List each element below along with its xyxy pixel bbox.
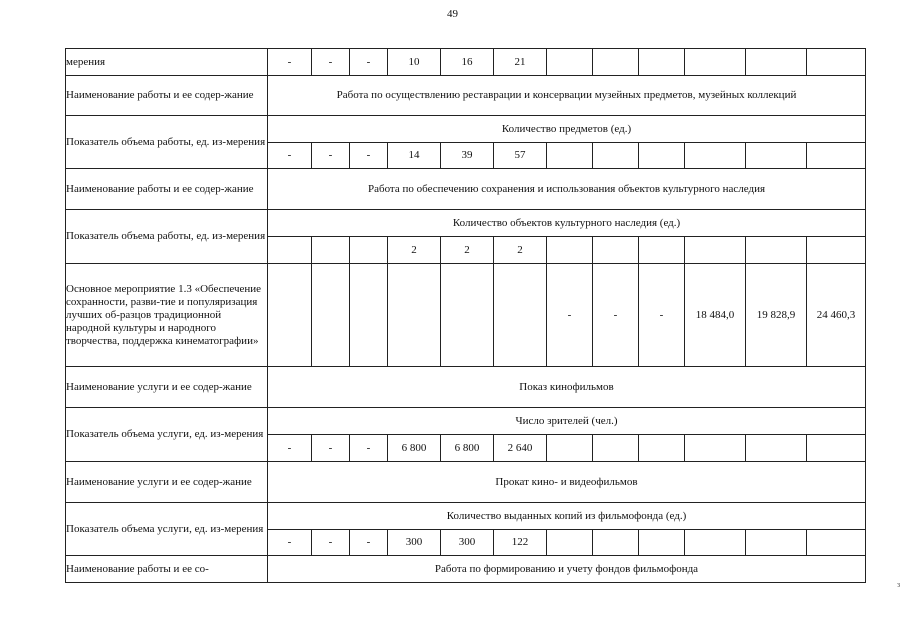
value-cell: - — [593, 264, 639, 367]
value-cell — [350, 237, 388, 264]
value-cell — [547, 435, 593, 462]
program-table — [65, 48, 866, 583]
unit-of-measure: Количество предметов (ед.) — [268, 116, 866, 143]
row-label: Наименование работы и ее со- — [66, 556, 268, 583]
value-cell — [685, 49, 746, 76]
value-cell — [639, 143, 685, 169]
value-cell — [268, 264, 312, 367]
value-cell: 57 — [494, 143, 547, 169]
value-cell — [746, 435, 807, 462]
value-cell — [639, 435, 685, 462]
value-cell: - — [312, 143, 350, 169]
work-description: Работа по обеспечению сохранения и использования объектов культурного наследия — [268, 169, 866, 210]
value-cell: - — [547, 264, 593, 367]
row-label: Показатель объема услуги, ед. из-мерения — [66, 503, 268, 556]
value-cell — [746, 237, 807, 264]
table-row — [66, 408, 866, 435]
value-cell: 18 484,0 — [685, 264, 746, 367]
value-cell — [807, 237, 866, 264]
value-cell — [746, 49, 807, 76]
value-cell: - — [350, 530, 388, 556]
value-cell: - — [312, 49, 350, 76]
unit-of-measure: Количество объектов культурного наследия (ед.) — [268, 210, 866, 237]
row-label: Показатель объема работы, ед. из-мерения — [66, 210, 268, 264]
value-cell: 16 — [441, 49, 494, 76]
value-cell — [807, 143, 866, 169]
work-description: Работа по осуществлению реставрации и консервации музейных предметов, музейных коллекций — [268, 76, 866, 116]
value-cell — [746, 530, 807, 556]
value-cell: 2 — [494, 237, 547, 264]
value-cell: 300 — [441, 530, 494, 556]
value-cell: - — [268, 435, 312, 462]
value-cell: - — [268, 530, 312, 556]
value-cell: 10 — [388, 49, 441, 76]
value-cell — [746, 143, 807, 169]
value-cell: 2 640 — [494, 435, 547, 462]
value-cell: 21 — [494, 49, 547, 76]
value-cell: 2 — [388, 237, 441, 264]
row-label: Показатель объема услуги, ед. из-мерения — [66, 408, 268, 462]
value-cell — [639, 530, 685, 556]
value-cell: - — [639, 264, 685, 367]
row-label: Наименование услуги и ее содер-жание — [66, 367, 268, 408]
work-description: Работа по формированию и учету фондов фильмофонда — [268, 556, 866, 583]
table-row — [66, 169, 866, 210]
value-cell: - — [312, 530, 350, 556]
row-label: мерения — [66, 49, 268, 76]
value-cell — [639, 49, 685, 76]
row-label: Наименование услуги и ее содер-жание — [66, 462, 268, 503]
value-cell — [685, 530, 746, 556]
service-description: Показ кинофильмов — [268, 367, 866, 408]
value-cell — [593, 143, 639, 169]
value-cell — [547, 143, 593, 169]
value-cell: - — [268, 49, 312, 76]
table-row — [66, 76, 866, 116]
value-cell: - — [312, 435, 350, 462]
table-row — [66, 49, 866, 76]
value-cell — [685, 237, 746, 264]
row-label: Наименование работы и ее содер-жание — [66, 76, 268, 116]
unit-of-measure: Количество выданных копий из фильмофонда (ед.) — [268, 503, 866, 530]
service-description: Прокат кино- и видеофильмов — [268, 462, 866, 503]
value-cell — [494, 264, 547, 367]
value-cell — [807, 49, 866, 76]
value-cell: 14 — [388, 143, 441, 169]
value-cell: 2 — [441, 237, 494, 264]
value-cell: 6 800 — [388, 435, 441, 462]
value-cell — [685, 143, 746, 169]
row-label: Наименование работы и ее содер-жание — [66, 169, 268, 210]
value-cell — [593, 49, 639, 76]
value-cell: - — [268, 143, 312, 169]
activity-title: Основное мероприятие 1.3 «Обеспечение сохранности, разви-тие и популяризация лучших об-разцов традиционной народной культуры и народного творчества, поддержка кинематографии» — [66, 264, 268, 367]
value-cell — [593, 237, 639, 264]
table-row — [66, 116, 866, 143]
value-cell: - — [350, 435, 388, 462]
table-row — [66, 503, 866, 530]
unit-of-measure: Число зрителей (чел.) — [268, 408, 866, 435]
value-cell — [547, 237, 593, 264]
value-cell — [312, 237, 350, 264]
table-row — [66, 210, 866, 237]
value-cell — [807, 530, 866, 556]
value-cell — [639, 237, 685, 264]
value-cell — [547, 49, 593, 76]
value-cell — [807, 435, 866, 462]
value-cell: 24 460,3 — [807, 264, 866, 367]
edge-mark: з — [897, 580, 901, 589]
value-cell — [388, 264, 441, 367]
value-cell — [268, 237, 312, 264]
value-cell — [547, 530, 593, 556]
value-cell: 300 — [388, 530, 441, 556]
value-cell — [685, 435, 746, 462]
page-number: 49 — [447, 8, 458, 20]
value-cell — [593, 435, 639, 462]
value-cell: 122 — [494, 530, 547, 556]
value-cell — [441, 264, 494, 367]
value-cell — [593, 530, 639, 556]
table-row — [66, 556, 866, 583]
row-label: Показатель объема работы, ед. из-мерения — [66, 116, 268, 169]
table-row — [66, 367, 866, 408]
value-cell: - — [350, 143, 388, 169]
value-cell — [350, 264, 388, 367]
value-cell: - — [350, 49, 388, 76]
table-row — [66, 264, 866, 367]
table-row — [66, 462, 866, 503]
value-cell — [312, 264, 350, 367]
value-cell: 19 828,9 — [746, 264, 807, 367]
value-cell: 6 800 — [441, 435, 494, 462]
value-cell: 39 — [441, 143, 494, 169]
